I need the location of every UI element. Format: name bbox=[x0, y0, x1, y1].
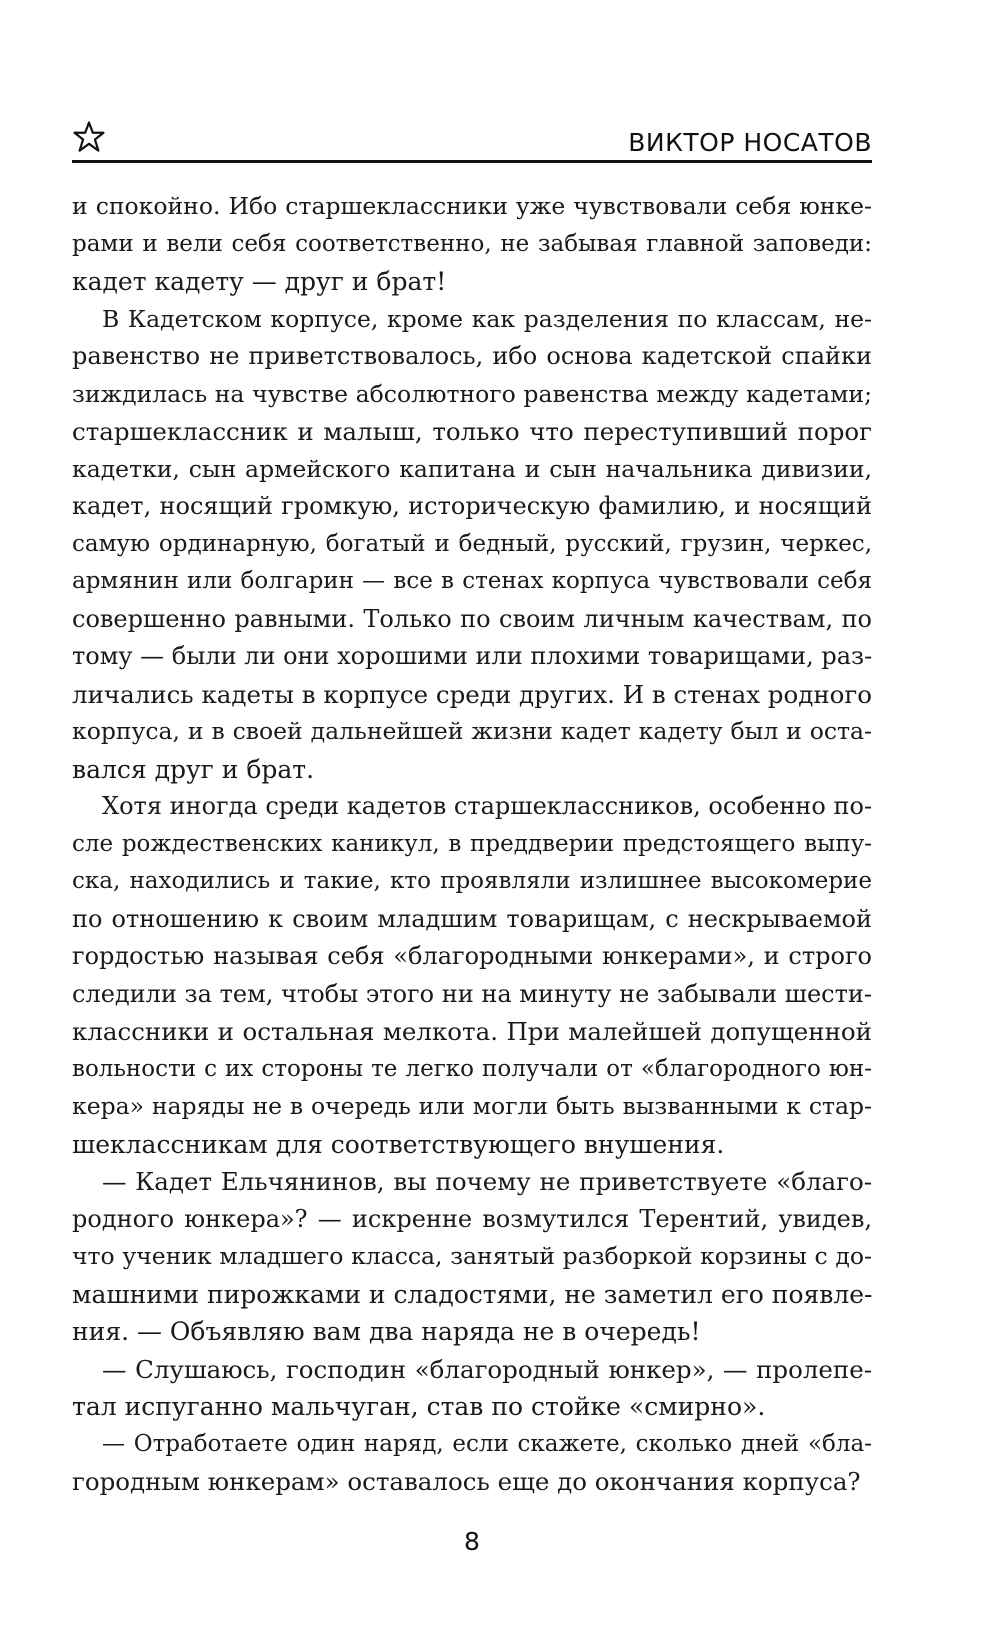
text-line: — Слушаюсь, господин «благородный юнкер», — пролепе- bbox=[102, 1354, 872, 1384]
star-outline-icon bbox=[72, 120, 106, 154]
text-line: вольности с их стороны те легко получали от «благородного юн- bbox=[72, 1055, 872, 1082]
text-line: тому — были ли они хорошими или плохими товарищами, раз- bbox=[72, 642, 873, 670]
text-line: вался друг и брат. bbox=[72, 754, 315, 784]
text-line: ска, находились и такие, кто проявляли излишнее высокомерие bbox=[72, 868, 872, 894]
text-line: совершенно равными. Только по своим личным качествам, по bbox=[72, 604, 872, 633]
text-line: корпуса, и в своей дальнейшей жизни кадет кадету был и оста- bbox=[72, 717, 872, 745]
text-line: и спокойно. Ибо старшеклассники уже чувствовали себя юнке- bbox=[72, 192, 872, 220]
text-line: кера» наряды не в очередь или могли быть вызванными к стар- bbox=[72, 1092, 872, 1120]
text-line: ния. — Объявляю вам два наряда не в очередь! bbox=[72, 1317, 701, 1346]
text-line: старшеклассник и малыш, только что переступивший порог bbox=[72, 417, 872, 446]
text-line: тал испуганно мальчуган, став по стойке «смирно». bbox=[72, 1392, 766, 1421]
page-number: 8 bbox=[464, 1527, 480, 1556]
text-line: зиждилась на чувстве абсолютного равенства между кадетами; bbox=[72, 379, 872, 408]
text-line: — Отработаете один наряд, если скажете, сколько дней «бла- bbox=[102, 1430, 872, 1457]
text-line: рами и вели себя соответственно, не забывая главной заповеди: bbox=[72, 230, 872, 257]
text-line: Хотя иногда среди кадетов старшеклассников, особенно по- bbox=[102, 792, 873, 820]
text-line: кадет кадету — друг и брат! bbox=[72, 267, 447, 296]
text-line: кадетки, сын армейского капитана и сын начальника дивизии, bbox=[72, 454, 872, 483]
header-rule bbox=[72, 160, 872, 163]
text-line: гордостью называя себя «благородными юнкерами», и строго bbox=[72, 942, 872, 970]
text-line: машними пирожками и сладостями, не заметил его появле- bbox=[72, 1279, 873, 1309]
text-line: классники и остальная мелкота. При малейшей допущенной bbox=[72, 1017, 872, 1046]
text-line: по отношению к своим младшим товарищам, с нескрываемой bbox=[72, 904, 872, 933]
text-line: сле рождественских каникул, в преддверии предстоящего выпу- bbox=[72, 830, 872, 857]
text-line: шеклассникам для соответствующего внушения. bbox=[72, 1129, 725, 1159]
text-line: личались кадеты в корпусе среди других. И в стенах родного bbox=[72, 679, 872, 709]
text-line: В Кадетском корпусе, кроме как разделения по классам, не- bbox=[102, 304, 872, 333]
text-line: что ученик младшего класса, занятый разборкой корзины с до- bbox=[72, 1242, 872, 1270]
text-line: — Кадет Ельчянинов, вы почему не приветствуете «благо- bbox=[102, 1167, 872, 1196]
text-line: следили за тем, чтобы этого ни на минуту не забывали шести- bbox=[72, 979, 872, 1008]
text-line: самую ординарную, богатый и бедный, русский, грузин, черкес, bbox=[72, 530, 872, 557]
text-line: кадет, носящий громкую, историческую фамилию, и носящий bbox=[72, 492, 872, 520]
running-head: ВИКТОР НОСАТОВ bbox=[628, 128, 872, 157]
text-line: равенство не приветствовалось, ибо основа кадетской спайки bbox=[72, 342, 872, 370]
body-text bbox=[72, 188, 872, 1501]
text-line: родного юнкера»? — искренне возмутился Терентий, увидев, bbox=[72, 1204, 872, 1233]
text-line: армянин или болгарин — все в стенах корпуса чувствовали себя bbox=[72, 568, 872, 594]
text-line: городным юнкерам» оставалось еще до окончания корпуса? bbox=[72, 1467, 861, 1496]
